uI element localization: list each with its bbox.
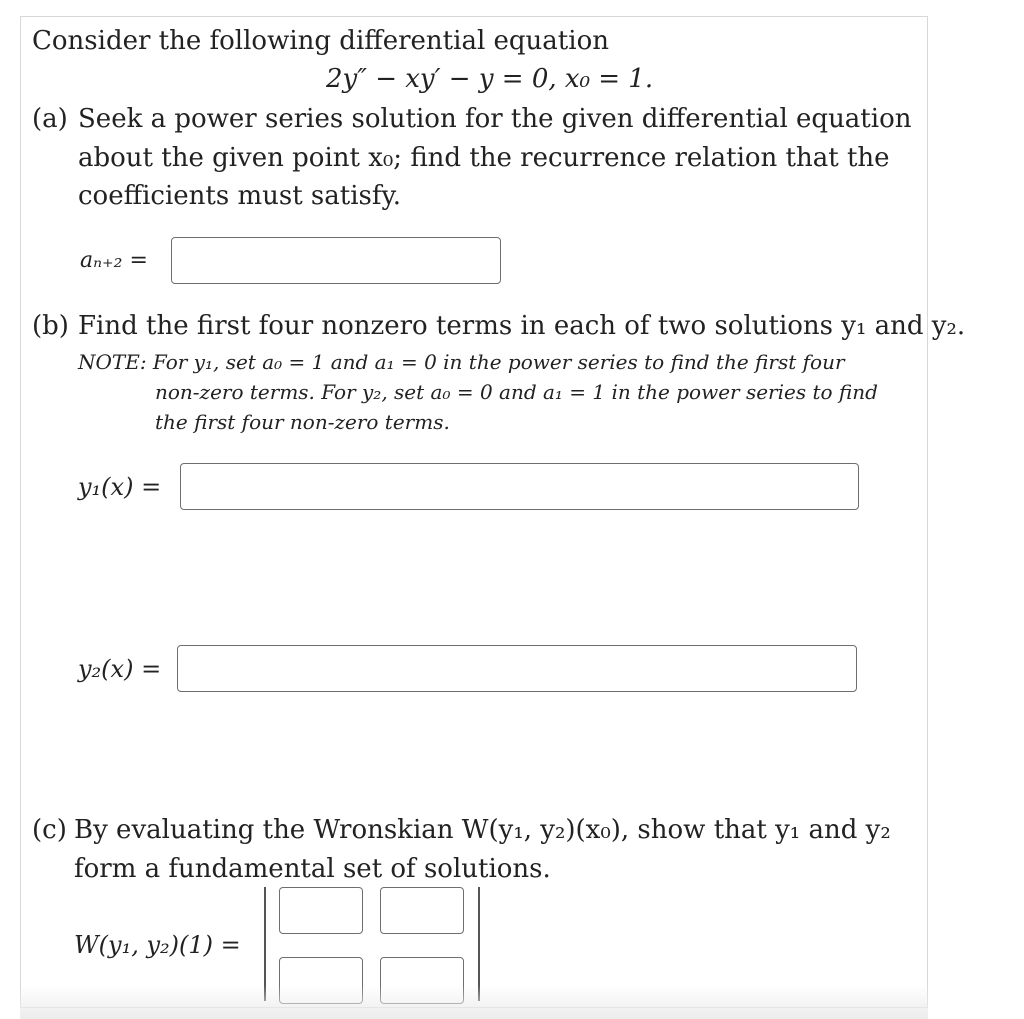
recurrence-label: aₙ₊₂ = <box>80 248 148 273</box>
determinant-left-bar <box>264 887 266 1001</box>
equation: 2y″ − xy′ − y = 0, x₀ = 1. <box>326 64 654 94</box>
panel-bottom-fade <box>20 985 928 1019</box>
part-b-label: (b) <box>32 311 69 341</box>
part-a-line3: coefficients must satisfy. <box>78 181 401 211</box>
y2-input[interactable] <box>177 645 857 692</box>
y2-label: y₂(x) = <box>78 655 162 683</box>
wronskian-r1c2-input[interactable] <box>380 887 464 934</box>
part-c-line2: form a fundamental set of solutions. <box>74 854 551 884</box>
part-b-note2: non-zero terms. For y₂, set a₀ = 0 and a₁ = 1 in the power series to find <box>155 380 878 404</box>
wronskian-label: W(y₁, y₂)(1) = <box>74 931 241 959</box>
part-b-note1: NOTE: For y₁, set a₀ = 1 and a₁ = 0 in the power series to find the first four <box>78 350 845 374</box>
part-c-line1: By evaluating the Wronskian W(y₁, y₂)(x₀), show that y₁ and y₂ <box>74 815 891 845</box>
part-b-line1: Find the first four nonzero terms in each of two solutions y₁ and y₂. <box>78 311 966 341</box>
part-a-label: (a) <box>32 104 68 134</box>
part-b-note3: the first four non-zero terms. <box>155 410 450 434</box>
wronskian-r1c1-input[interactable] <box>279 887 363 934</box>
y1-input[interactable] <box>180 463 859 510</box>
part-a-line2: about the given point x₀; find the recurrence relation that the <box>78 143 890 173</box>
recurrence-input[interactable] <box>171 237 501 284</box>
part-c-label: (c) <box>32 815 67 845</box>
intro-text: Consider the following differential equation <box>32 26 609 56</box>
part-a-line1: Seek a power series solution for the given differential equation <box>78 104 912 134</box>
determinant-right-bar <box>478 887 480 1001</box>
y1-label: y₁(x) = <box>78 473 162 501</box>
